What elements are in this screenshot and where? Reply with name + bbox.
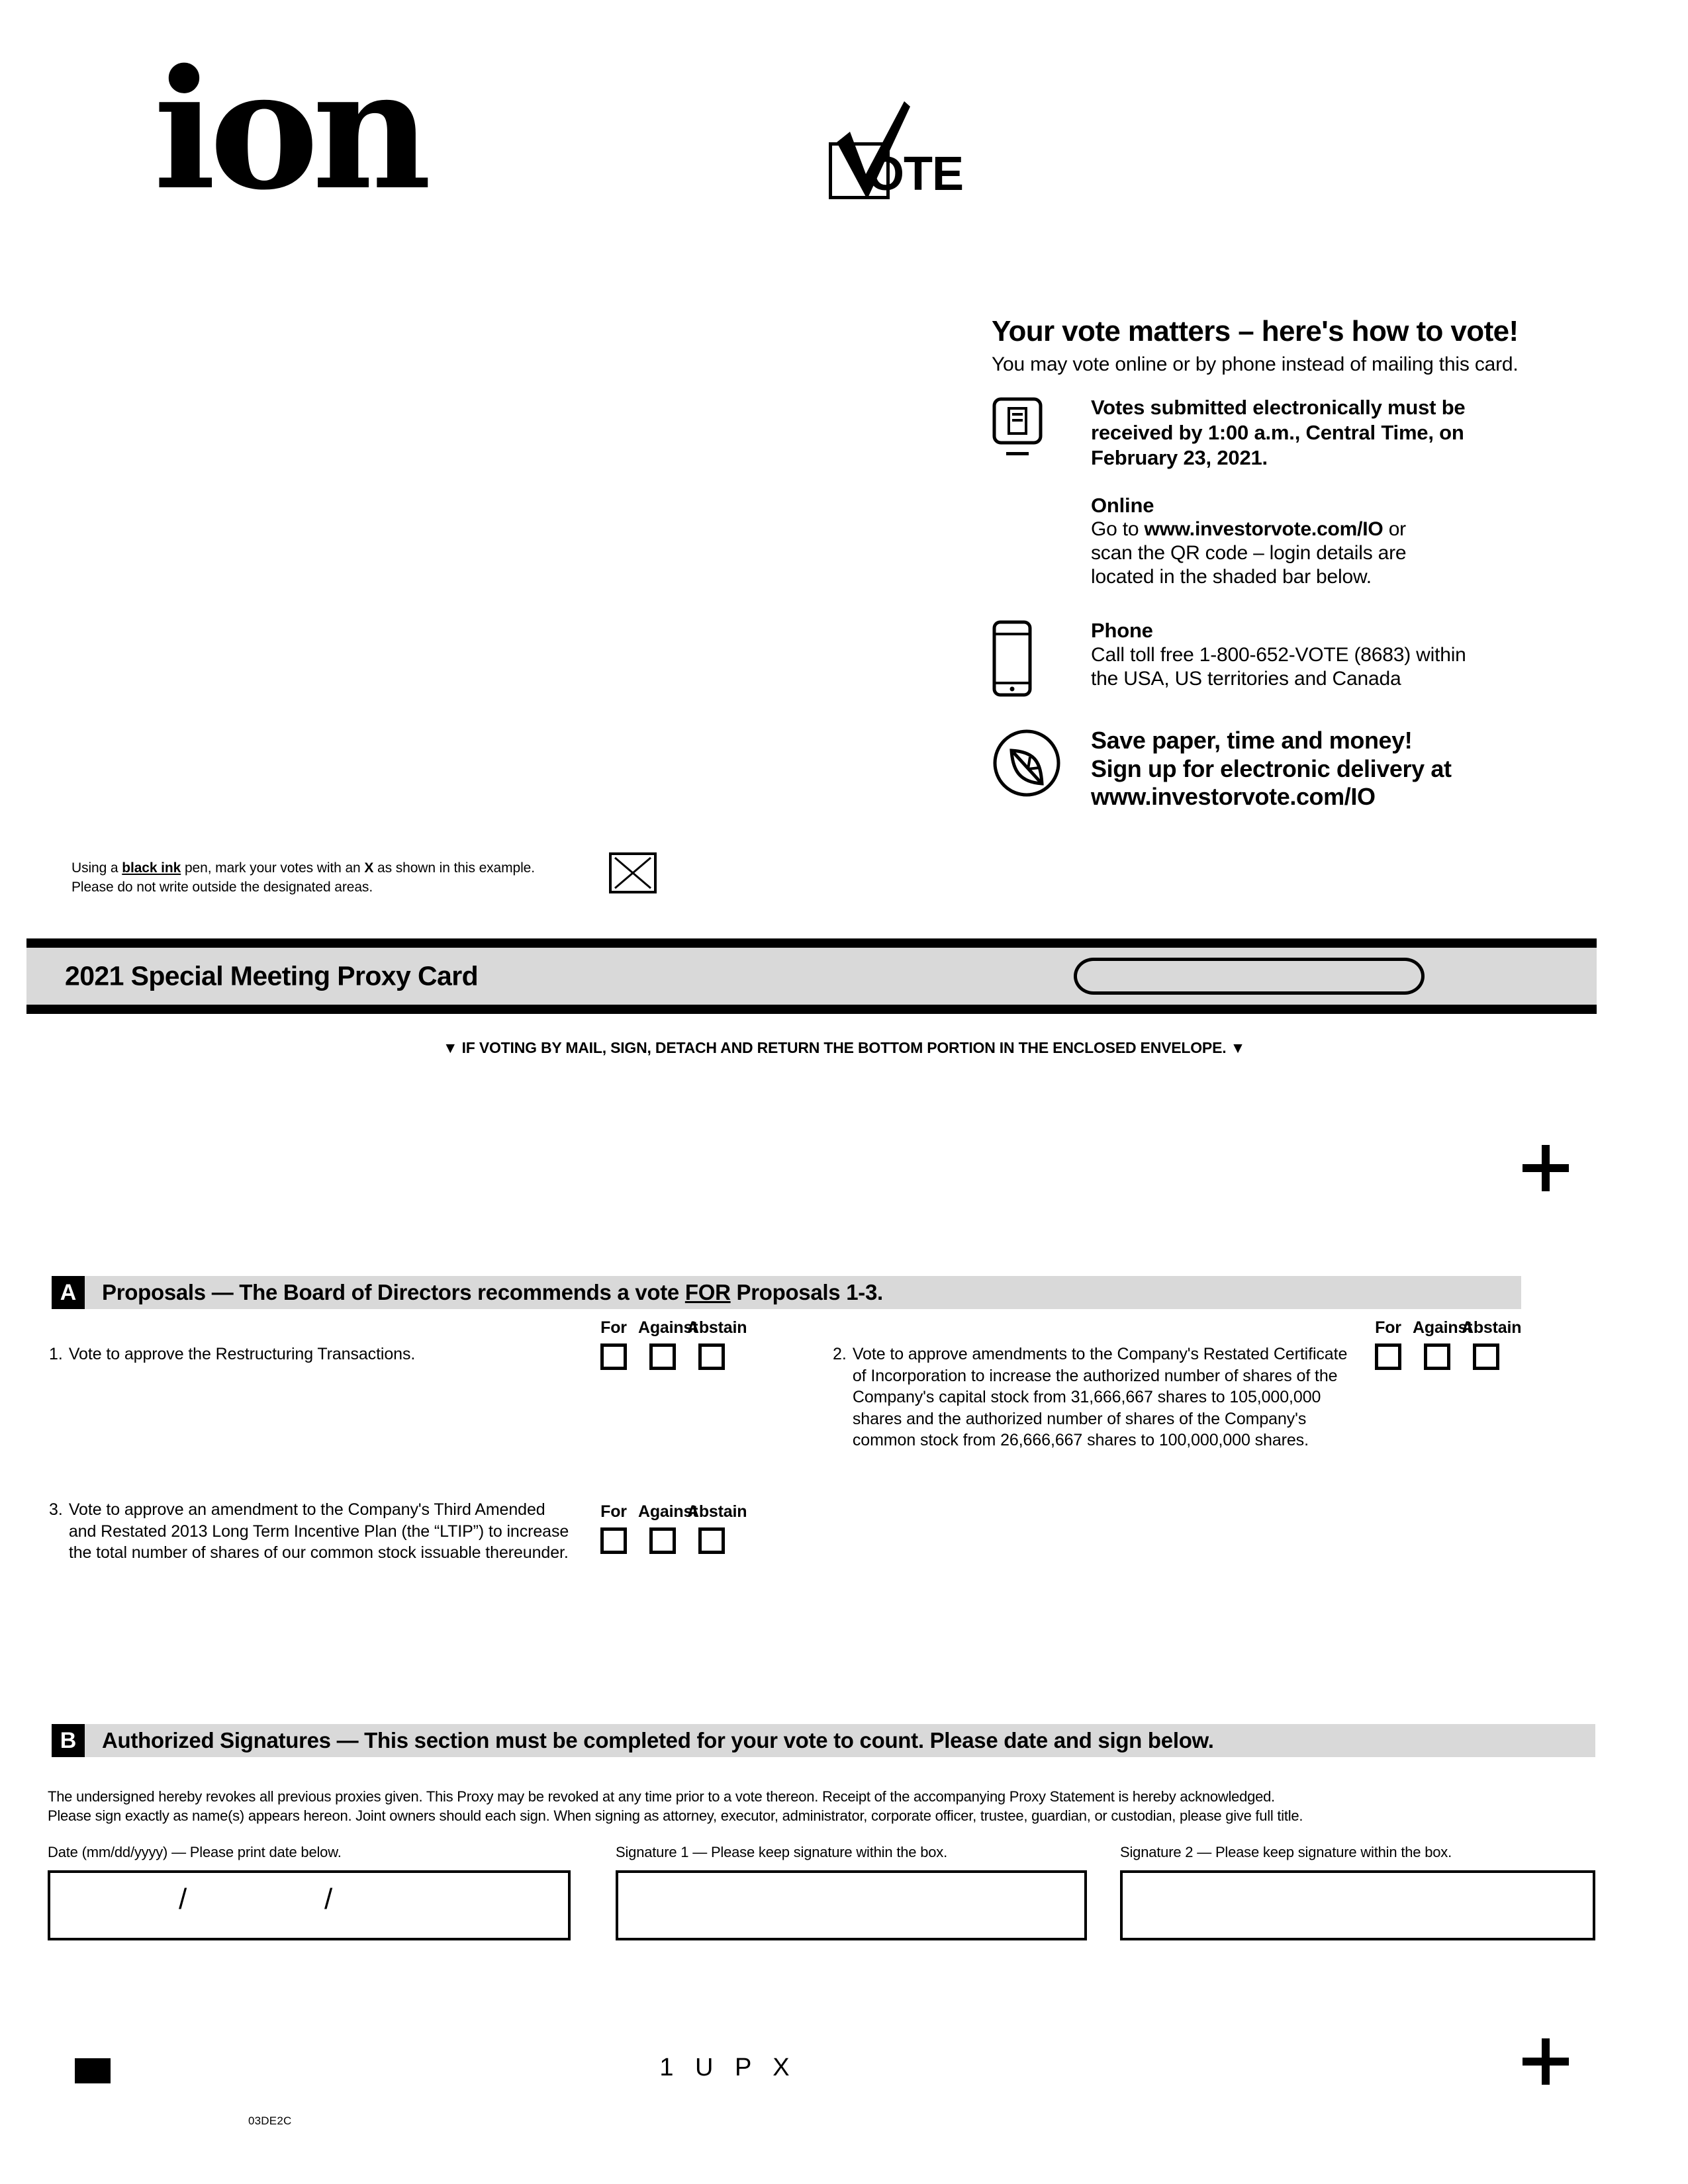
phone-line-2: the USA, US territories and Canada xyxy=(1091,668,1401,690)
leaf-no-paper-icon xyxy=(992,725,1091,798)
proposal-3-number: 3. xyxy=(49,1500,63,1519)
section-a-header xyxy=(52,1276,1521,1309)
section-a-bar xyxy=(85,1276,1521,1309)
voting-subheadline: You may vote online or by phone instead of mailing this card. xyxy=(992,353,1519,375)
label-for: For xyxy=(600,1318,627,1337)
footer-form-code: 03DE2C xyxy=(248,2115,292,2127)
electronic-deadline-row xyxy=(992,394,1620,470)
online-line-1 xyxy=(1091,518,1620,541)
date-label: Date (mm/dd/yyyy) — Please print date below. xyxy=(48,1844,342,1860)
proposal-3-abstain[interactable] xyxy=(687,1502,747,1554)
mobile-phone-icon xyxy=(992,617,1091,698)
page-title: 2021 Special Meeting Proxy Card xyxy=(65,960,479,991)
titlebar-body xyxy=(26,948,1597,1005)
proposal-1-vote-options xyxy=(589,1318,747,1370)
spacer xyxy=(992,702,1620,725)
checkbox-for[interactable] xyxy=(600,1527,627,1554)
electronic-line-3: February 23, 2021. xyxy=(1091,445,1268,469)
date-separator-2: / xyxy=(324,1883,333,1915)
label-abstain: Abstain xyxy=(687,1318,747,1337)
section-a-title-for: FOR xyxy=(684,1280,731,1304)
proposal-3-against[interactable] xyxy=(638,1502,698,1554)
electronic-deadline-text xyxy=(1091,394,1620,470)
label-abstain: Abstain xyxy=(687,1502,747,1521)
footer-upx-code: 1 U P X xyxy=(659,2054,797,2081)
checkbox-against[interactable] xyxy=(649,1527,676,1554)
online-goto-suffix: or xyxy=(1383,518,1406,541)
proposal-2-number: 2. xyxy=(833,1345,847,1363)
company-logo xyxy=(154,34,964,226)
save-paper-line-1: Save paper, time and money! xyxy=(1091,727,1413,754)
section-b-title: Authorized Signatures — This section must be completed for your vote to count. Please date and sign below. xyxy=(102,1728,1214,1752)
save-paper-line-2: Sign up for electronic delivery at xyxy=(1091,754,1452,782)
titlebar-top-rule xyxy=(26,938,1597,948)
titlebar-bottom-rule xyxy=(26,1005,1597,1014)
phone-row xyxy=(992,617,1620,698)
ink-note-suffix: as shown in this example. xyxy=(373,860,535,876)
proposal-2-text: Vote to approve amendments to the Company's Restated Certificate of Incorporation to increase the authorized number of shares of the Company's capital stock from 31,666,667 shares to 105,000,000 shares and the authorized number of shares of the Company's common stock from 26,666,667 shares to 100,000,000 shares. xyxy=(852,1345,1348,1449)
section-b-bar xyxy=(85,1724,1595,1757)
ink-note-prefix: Using a xyxy=(71,860,122,876)
ink-note-black-ink: black ink xyxy=(122,860,181,876)
proposal-3-text: Vote to approve an amendment to the Company's Third Amended and Restated 2013 Long Term Incentive Plan (the “LTIP”) to increase the total number of shares of our common stock issuable thereunder. xyxy=(68,1500,569,1562)
voting-instructions-panel xyxy=(992,316,1620,815)
proposal-2-against[interactable] xyxy=(1413,1318,1473,1370)
proposal-2 xyxy=(833,1343,1356,1451)
section-b-badge: B xyxy=(52,1724,85,1757)
proposal-1-number: 1. xyxy=(49,1345,63,1363)
section-a-title-pre: Proposals — The Board of Directors recommends a vote xyxy=(102,1280,685,1304)
label-against: Against xyxy=(638,1502,698,1521)
ink-note-line-2: Please do not write outside the designated areas. xyxy=(71,879,373,895)
checkbox-abstain[interactable] xyxy=(698,1343,725,1370)
label-against: Against xyxy=(1413,1318,1473,1337)
electronic-line-1: Votes submitted electronically must be xyxy=(1091,396,1466,420)
label-abstain: Abstain xyxy=(1462,1318,1522,1337)
save-paper-row xyxy=(992,725,1620,811)
proposal-2-vote-options xyxy=(1364,1318,1522,1370)
logo-vote-lockup xyxy=(829,142,1001,215)
proposal-3-vote-options xyxy=(589,1502,747,1554)
date-input[interactable] xyxy=(48,1870,571,1940)
electronic-line-2: received by 1:00 a.m., Central Time, on xyxy=(1091,421,1464,445)
phone-line-1: Call toll free 1-800-652-VOTE (8683) within xyxy=(1091,644,1466,666)
online-icon-placeholder xyxy=(992,492,1091,494)
section-a-title xyxy=(102,1280,883,1305)
online-text xyxy=(1091,492,1620,590)
computer-monitor-icon xyxy=(992,394,1091,457)
ink-note-mid: pen, mark your votes with an xyxy=(181,860,365,876)
signature-fineprint xyxy=(48,1787,1597,1825)
checkbox-for[interactable] xyxy=(1375,1343,1401,1370)
online-goto-prefix: Go to xyxy=(1091,518,1145,541)
login-details-field[interactable] xyxy=(1074,958,1425,995)
crop-mark-bottom-right xyxy=(1523,2038,1569,2085)
checkbox-for[interactable] xyxy=(600,1343,627,1370)
online-url[interactable]: www.investorvote.com/IO xyxy=(1144,518,1383,541)
proxy-card-titlebar xyxy=(26,938,1597,1014)
proposal-1-text: Vote to approve the Restructuring Transactions. xyxy=(68,1345,416,1363)
fineprint-line-2: Please sign exactly as name(s) appears hereon. Joint owners should each sign. When signing as attorney, executor, administrator, corporate officer, trustee, guardian, or custodian, please give full title. xyxy=(48,1807,1303,1825)
save-paper-url[interactable]: www.investorvote.com/IO xyxy=(1091,783,1376,811)
signature1-label: Signature 1 — Please keep signature within the box. xyxy=(616,1844,947,1860)
logo-wordmark: ion xyxy=(154,34,425,226)
online-row xyxy=(992,492,1620,590)
proposal-1-for[interactable] xyxy=(589,1318,638,1370)
label-for: For xyxy=(600,1502,627,1521)
save-paper-text xyxy=(1091,725,1620,811)
proposal-3 xyxy=(49,1499,572,1564)
voting-headline: Your vote matters – here's how to vote! xyxy=(992,315,1519,347)
checkbox-abstain[interactable] xyxy=(698,1527,725,1554)
example-marked-checkbox xyxy=(609,852,657,893)
spacer xyxy=(992,475,1620,492)
section-b-header xyxy=(52,1724,1595,1757)
signature2-label: Signature 2 — Please keep signature within the box. xyxy=(1120,1844,1452,1860)
checkbox-abstain[interactable] xyxy=(1473,1343,1499,1370)
label-for: For xyxy=(1375,1318,1401,1337)
checkbox-against[interactable] xyxy=(649,1343,676,1370)
signature2-input[interactable] xyxy=(1120,1870,1595,1940)
logo-vote-text: OTE xyxy=(867,148,964,201)
proposal-1 xyxy=(49,1343,592,1365)
spacer xyxy=(992,593,1620,617)
crop-mark-top-right xyxy=(1523,1145,1569,1191)
ink-note-x: X xyxy=(364,860,374,876)
signature1-input[interactable] xyxy=(616,1870,1087,1940)
marking-instructions xyxy=(71,859,594,897)
online-line-3: located in the shaded bar below. xyxy=(1091,566,1372,588)
date-separator-1: / xyxy=(179,1883,187,1915)
checkbox-against[interactable] xyxy=(1424,1343,1450,1370)
proposal-1-abstain[interactable] xyxy=(687,1318,747,1370)
online-title: Online xyxy=(1091,493,1154,517)
phone-text xyxy=(1091,617,1620,691)
proposal-2-for[interactable] xyxy=(1364,1318,1413,1370)
detach-notice: ▼ IF VOTING BY MAIL, SIGN, DETACH AND RETURN THE BOTTOM PORTION IN THE ENCLOSED ENVELOPE. ▼ xyxy=(442,1039,1246,1056)
proposal-1-against[interactable] xyxy=(638,1318,698,1370)
section-a-title-post: Proposals 1-3. xyxy=(730,1280,883,1304)
proposal-3-for[interactable] xyxy=(589,1502,638,1554)
section-a-badge: A xyxy=(52,1276,85,1309)
online-line-2: scan the QR code – login details are xyxy=(1091,542,1407,565)
proposal-2-abstain[interactable] xyxy=(1462,1318,1522,1370)
phone-title: Phone xyxy=(1091,619,1153,643)
fineprint-line-1: The undersigned hereby revokes all previous proxies given. This Proxy may be revoked at any time prior to a vote thereon. Receipt of the accompanying Proxy Statement is hereby acknowledged. xyxy=(48,1788,1275,1805)
label-against: Against xyxy=(638,1318,698,1337)
